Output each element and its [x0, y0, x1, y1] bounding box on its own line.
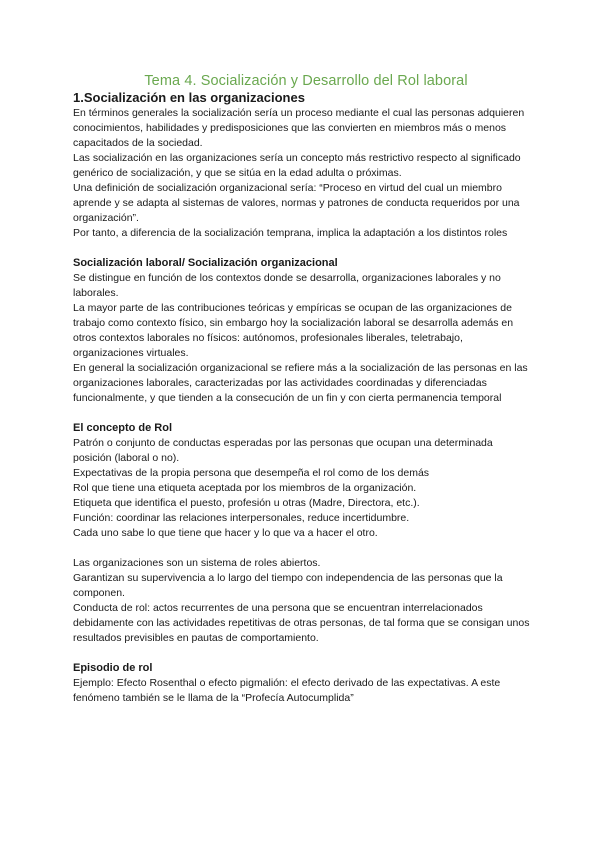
- paragraph: Ejemplo: Efecto Rosenthal o efecto pigmalión: el efecto derivado de las expectativas. A este fenómeno también se le llama de la “Profecía Autocumplida”: [73, 677, 501, 704]
- paragraph: Las socialización en las organizaciones sería un concepto más restrictivo respecto al significado genérico de socialización, y que se sitúa en la edad adulta o próximas.: [73, 152, 521, 179]
- section-heading-socializacion-laboral: Socialización laboral/ Socialización organizacional: [73, 257, 338, 269]
- paragraph: Función: coordinar las relaciones interpersonales, reduce incertidumbre.: [73, 512, 410, 524]
- document-page: [73, 72, 531, 706]
- paragraph: Por tanto, a diferencia de la socialización temprana, implica la adaptación a los distintos roles: [73, 227, 508, 239]
- paragraph: Las organizaciones son un sistema de roles abiertos.: [73, 557, 321, 569]
- paragraph: Garantizan su supervivencia a lo largo del tiempo con independencia de las personas que la componen.: [73, 572, 503, 599]
- paragraph: Expectativas de la propia persona que desempeña el rol como de los demás: [73, 467, 430, 479]
- document-title: Tema 4. Socialización y Desarrollo del Rol laboral: [144, 73, 468, 89]
- spacer: [73, 646, 531, 661]
- spacer: [73, 406, 531, 421]
- paragraph: Se distingue en función de los contextos donde se desarrolla, organizaciones laborales y no laborales.: [73, 272, 501, 299]
- paragraph: En general la socialización organizacional se refiere más a la socialización de las personas en las organizaciones laborales, caracterizadas por las actividades coordinadas y diferenciadas funcionalmente, y que tienden a la consecución de un fin y con cierta permanencia temporal: [73, 362, 528, 404]
- section-heading-socializacion-organizaciones: 1.Socialización en las organizaciones: [73, 90, 305, 105]
- spacer: [73, 241, 531, 256]
- paragraph: Rol que tiene una etiqueta aceptada por los miembros de la organización.: [73, 482, 417, 494]
- section-heading-concepto-rol: El concepto de Rol: [73, 422, 173, 434]
- paragraph: La mayor parte de las contribuciones teóricas y empíricas se ocupan de las organizaciones de trabajo como contexto físico, sin embargo hoy la socialización laboral se desarrolla además en otros contextos laborales no físicos: autónomos, profesionales liberales, teletrabajo, organizaciones virtuales.: [73, 302, 514, 359]
- paragraph: Patrón o conjunto de conductas esperadas por las personas que ocupan una determinada posición (laboral o no).: [73, 437, 493, 464]
- paragraph: Cada uno sabe lo que tiene que hacer y lo que va a hacer el otro.: [73, 527, 378, 539]
- paragraph: En términos generales la socialización sería un proceso mediante el cual las personas adquieren conocimientos, habilidades y predisposiciones que las convierten en miembros más o menos capacitados de la sociedad.: [73, 107, 525, 149]
- paragraph: Conducta de rol: actos recurrentes de una persona que se encuentran interrelacionados debidamente con las actividades repetitivas de otras personas, de tal forma que se consigan unos resultados previsibles en pautas de comportamiento.: [73, 602, 530, 644]
- paragraph: Una definición de socialización organizacional sería: “Proceso en virtud del cual un miembro aprende y se adapta al sistemas de valores, normas y patrones de conducta requeridos por una organización”.: [73, 182, 520, 224]
- section-heading-episodio-rol: Episodio de rol: [73, 662, 153, 674]
- spacer: [73, 541, 531, 556]
- paragraph: Etiqueta que identifica el puesto, profesión u otras (Madre, Directora, etc.).: [73, 497, 420, 509]
